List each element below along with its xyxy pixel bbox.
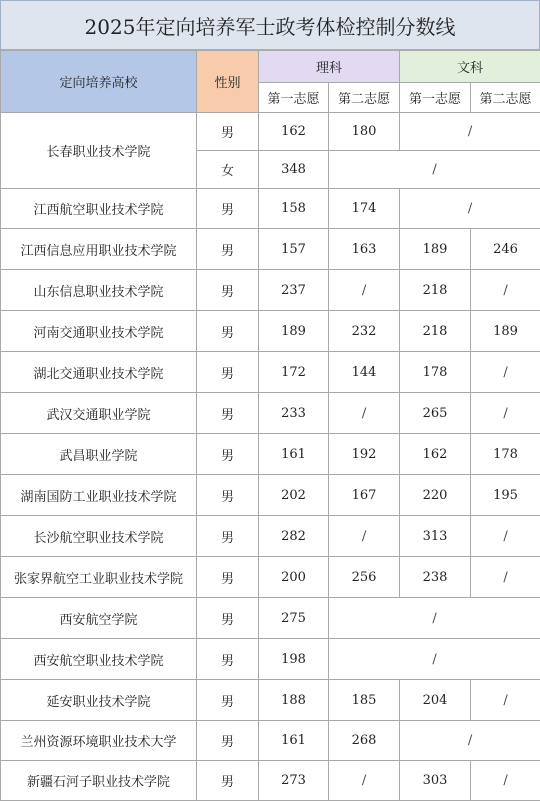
page-title: 2025年定向培养军士政考体检控制分数线 — [0, 0, 540, 50]
science-second-choice-cell: / — [329, 270, 400, 311]
arts-merged-cell: / — [400, 189, 540, 229]
arts-first-choice-cell: 238 — [400, 557, 471, 598]
gender-cell: 男 — [197, 352, 259, 393]
table-row — [1, 475, 540, 516]
science-second-choice-cell: 232 — [329, 311, 400, 352]
arts-second-choice-cell: 189 — [471, 311, 540, 352]
gender-cell: 男 — [197, 475, 259, 516]
gender-cell: 男 — [197, 311, 259, 352]
science-first-choice-cell: 161 — [259, 434, 329, 475]
school-name: 西安航空学院 — [1, 598, 197, 639]
table-row — [1, 516, 540, 557]
table-row — [1, 352, 540, 393]
school-name: 长春职业技术学院 — [1, 113, 197, 189]
table-row — [1, 680, 540, 721]
science-first-choice-cell: 202 — [259, 475, 329, 516]
gender-cell: 男 — [197, 393, 259, 434]
arts-second-choice-cell: / — [471, 680, 540, 721]
table-row — [1, 434, 540, 475]
school-name: 湖北交通职业技术学院 — [1, 352, 197, 393]
science-second-choice-cell: 163 — [329, 229, 400, 270]
arts-second-choice-cell: 195 — [471, 475, 540, 516]
arts-first-choice-cell: 265 — [400, 393, 471, 434]
table-row — [1, 721, 540, 761]
gender-cell: 男 — [197, 557, 259, 598]
arts-second-choice-cell: / — [471, 761, 540, 801]
remaining-merged-cell: / — [329, 151, 540, 189]
science-second-choice-cell: 167 — [329, 475, 400, 516]
score-table — [0, 50, 540, 801]
table-row — [1, 311, 540, 352]
arts-merged-cell: / — [400, 721, 540, 761]
gender-cell: 男 — [197, 189, 259, 229]
school-name: 武昌职业学院 — [1, 434, 197, 475]
arts-first-choice-cell: 220 — [400, 475, 471, 516]
science-second-choice-cell: 256 — [329, 557, 400, 598]
arts-first-choice-cell: 313 — [400, 516, 471, 557]
gender-cell: 男 — [197, 229, 259, 270]
science-first-choice-cell: 172 — [259, 352, 329, 393]
school-name: 河南交通职业技术学院 — [1, 311, 197, 352]
header-science-second-choice: 第二志愿 — [329, 83, 400, 113]
science-first-choice-cell: 348 — [259, 151, 329, 189]
arts-first-choice-cell: 178 — [400, 352, 471, 393]
header-school: 定向培养高校 — [1, 51, 197, 113]
school-name: 湖南国防工业职业技术学院 — [1, 475, 197, 516]
arts-first-choice-cell: 189 — [400, 229, 471, 270]
header-science-first-choice: 第一志愿 — [259, 83, 329, 113]
arts-second-choice-cell: / — [471, 270, 540, 311]
science-first-choice-cell: 162 — [259, 113, 329, 151]
table-row — [1, 761, 540, 801]
science-second-choice-cell: / — [329, 393, 400, 434]
arts-merged-cell: / — [400, 113, 540, 151]
science-first-choice-cell: 157 — [259, 229, 329, 270]
table-row — [1, 598, 540, 639]
science-first-choice-cell: 161 — [259, 721, 329, 761]
school-name: 新疆石河子职业技术学院 — [1, 761, 197, 801]
school-name: 延安职业技术学院 — [1, 680, 197, 721]
gender-cell: 男 — [197, 270, 259, 311]
table-row — [1, 393, 540, 434]
science-second-choice-cell: / — [329, 516, 400, 557]
remaining-merged-cell: / — [329, 598, 540, 639]
science-first-choice-cell: 198 — [259, 639, 329, 680]
gender-cell: 女 — [197, 151, 259, 189]
gender-cell: 男 — [197, 113, 259, 151]
science-first-choice-cell: 237 — [259, 270, 329, 311]
arts-second-choice-cell: / — [471, 393, 540, 434]
table-row — [1, 557, 540, 598]
science-second-choice-cell: 192 — [329, 434, 400, 475]
science-first-choice-cell: 200 — [259, 557, 329, 598]
school-name: 江西信息应用职业技术学院 — [1, 229, 197, 270]
science-second-choice-cell: 180 — [329, 113, 400, 151]
school-name: 西安航空职业技术学院 — [1, 639, 197, 680]
school-name: 山东信息职业技术学院 — [1, 270, 197, 311]
table-row — [1, 113, 540, 151]
gender-cell: 男 — [197, 639, 259, 680]
gender-cell: 男 — [197, 721, 259, 761]
header-arts-second-choice: 第二志愿 — [471, 83, 540, 113]
gender-cell: 男 — [197, 516, 259, 557]
header-science: 理科 — [259, 51, 400, 83]
arts-second-choice-cell: 178 — [471, 434, 540, 475]
school-name: 张家界航空工业职业技术学院 — [1, 557, 197, 598]
arts-second-choice-cell: 246 — [471, 229, 540, 270]
science-first-choice-cell: 275 — [259, 598, 329, 639]
table-row — [1, 189, 540, 229]
arts-second-choice-cell: / — [471, 352, 540, 393]
table-row — [1, 639, 540, 680]
gender-cell: 男 — [197, 434, 259, 475]
science-second-choice-cell: 174 — [329, 189, 400, 229]
arts-second-choice-cell: / — [471, 516, 540, 557]
science-first-choice-cell: 188 — [259, 680, 329, 721]
arts-second-choice-cell: / — [471, 557, 540, 598]
table-row — [1, 270, 540, 311]
remaining-merged-cell: / — [329, 639, 540, 680]
header-gender: 性别 — [197, 51, 259, 113]
header-arts: 文科 — [400, 51, 540, 83]
science-first-choice-cell: 158 — [259, 189, 329, 229]
science-second-choice-cell: 144 — [329, 352, 400, 393]
arts-first-choice-cell: 218 — [400, 311, 471, 352]
gender-cell: 男 — [197, 598, 259, 639]
science-second-choice-cell: 185 — [329, 680, 400, 721]
science-first-choice-cell: 233 — [259, 393, 329, 434]
school-name: 兰州资源环境职业技术大学 — [1, 721, 197, 761]
gender-cell: 男 — [197, 761, 259, 801]
science-first-choice-cell: 282 — [259, 516, 329, 557]
science-first-choice-cell: 189 — [259, 311, 329, 352]
arts-first-choice-cell: 218 — [400, 270, 471, 311]
gender-cell: 男 — [197, 680, 259, 721]
school-name: 长沙航空职业技术学院 — [1, 516, 197, 557]
school-name: 武汉交通职业学院 — [1, 393, 197, 434]
school-name: 江西航空职业技术学院 — [1, 189, 197, 229]
header-arts-first-choice: 第一志愿 — [400, 83, 471, 113]
science-first-choice-cell: 273 — [259, 761, 329, 801]
arts-first-choice-cell: 204 — [400, 680, 471, 721]
arts-first-choice-cell: 162 — [400, 434, 471, 475]
science-second-choice-cell: / — [329, 761, 400, 801]
science-second-choice-cell: 268 — [329, 721, 400, 761]
arts-first-choice-cell: 303 — [400, 761, 471, 801]
table-row — [1, 229, 540, 270]
